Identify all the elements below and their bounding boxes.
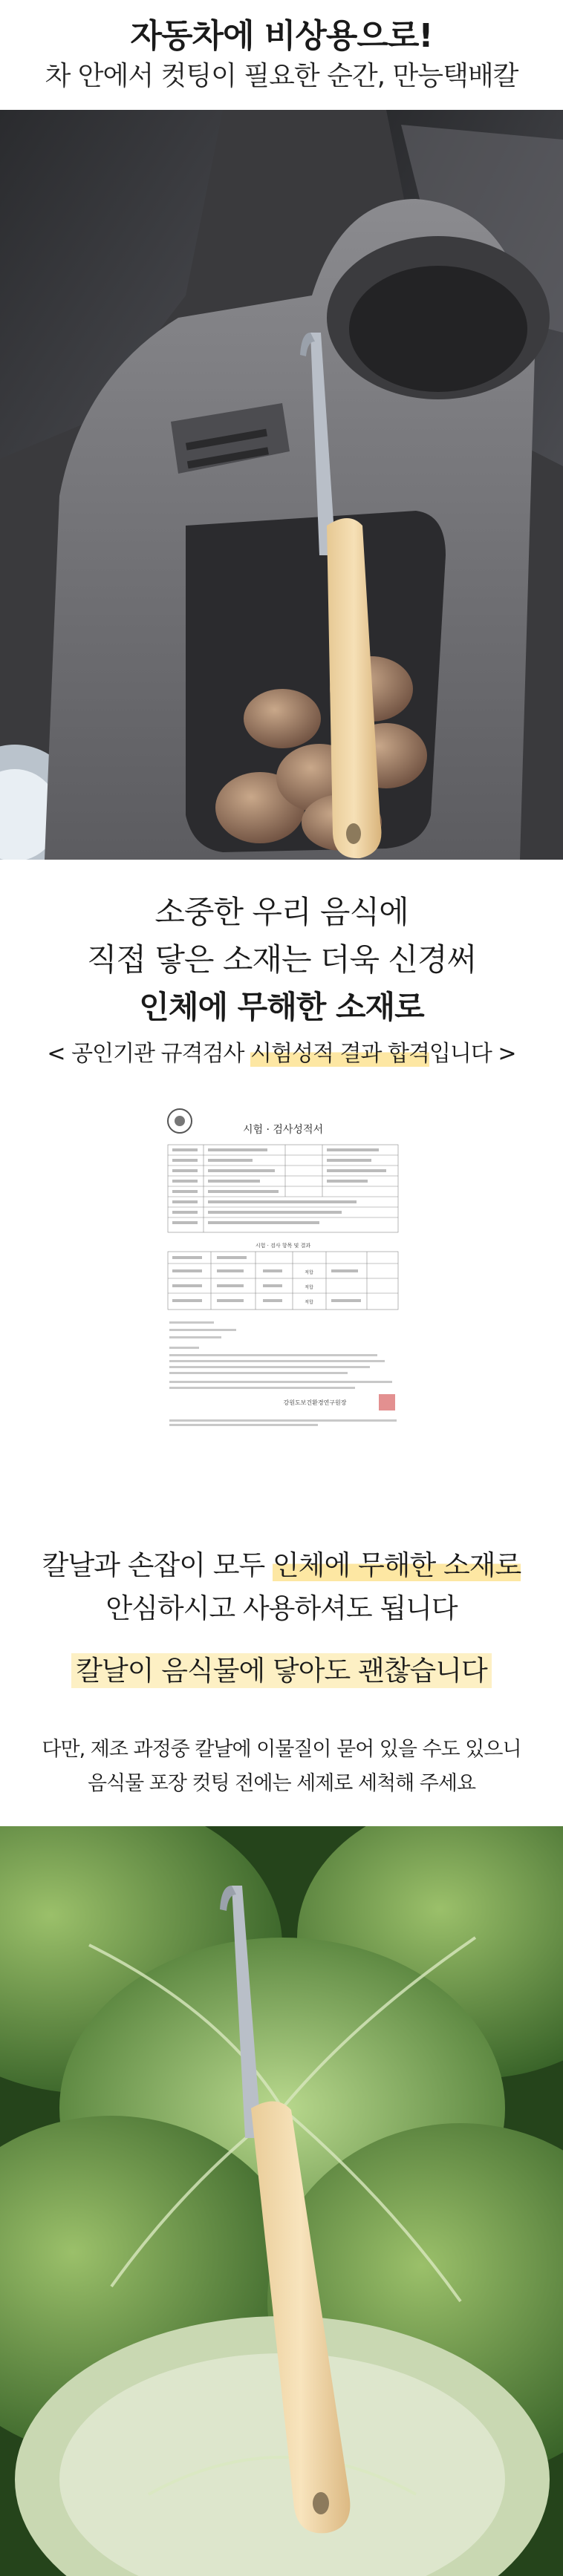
header-section bbox=[0, 0, 563, 110]
safe-line-1-prefix: 칼날과 손잡이 모두 bbox=[42, 1549, 273, 1581]
cabbage-knife-photo bbox=[0, 1826, 563, 2576]
safe-line-2: 안심하시고 사용하셔도 됩니다 bbox=[105, 1592, 458, 1624]
safe-line-3-highlight: 칼날이 음식물에 닿아도 괜찮습니다 bbox=[71, 1653, 491, 1688]
notice-line-1: 다만, 제조 과정중 칼날에 이물질이 묻어 있을 수도 있으니 bbox=[42, 1738, 521, 1761]
certificate-result-2: 적합 bbox=[305, 1285, 313, 1290]
certificate-table-title: 시험 · 검사 항목 및 결과 bbox=[255, 1243, 311, 1249]
safe-line-1-highlight: 인체에 무해한 소재로 bbox=[273, 1549, 521, 1581]
certificate-notice-prefix: < 공인기관 규격검사 bbox=[47, 1041, 251, 1067]
certificate-notice-highlight: 시험성적 결과 합격 bbox=[250, 1041, 429, 1067]
material-line-1: 소중한 우리 음식에 bbox=[154, 894, 409, 930]
safe-line-3 bbox=[0, 1648, 563, 1688]
header-subtitle: 차 안에서 컷팅이 필요한 순간, 만능택배칼 bbox=[45, 61, 518, 91]
certificate-stamp-icon bbox=[379, 1394, 395, 1410]
car-cupholder-photo bbox=[0, 110, 563, 860]
car-photo-illustration bbox=[0, 110, 563, 860]
test-certificate-document bbox=[159, 1099, 407, 1431]
certificate-result-1: 적합 bbox=[305, 1270, 313, 1275]
notice-line-2: 음식물 포장 컷팅 전에는 세제로 세척해 주세요 bbox=[87, 1772, 476, 1795]
certificate-notice bbox=[0, 1035, 563, 1068]
certificate-title: 시험 · 검사성적서 bbox=[242, 1124, 324, 1136]
safe-line-1 bbox=[0, 1543, 563, 1583]
certificate-result-3: 적합 bbox=[305, 1300, 313, 1305]
material-section bbox=[0, 860, 563, 1826]
certificate-org: 강원도보건환경연구원장 bbox=[283, 1399, 347, 1406]
header-title: 자동차에 비상용으로! bbox=[130, 17, 433, 55]
material-line-3: 인체에 무해한 소재로 bbox=[139, 989, 424, 1025]
certificate-notice-suffix: 입니다 > bbox=[429, 1041, 516, 1067]
material-line-2: 직접 닿은 소재는 더욱 신경써 bbox=[86, 941, 477, 978]
cabbage-photo-illustration bbox=[0, 1826, 563, 2576]
